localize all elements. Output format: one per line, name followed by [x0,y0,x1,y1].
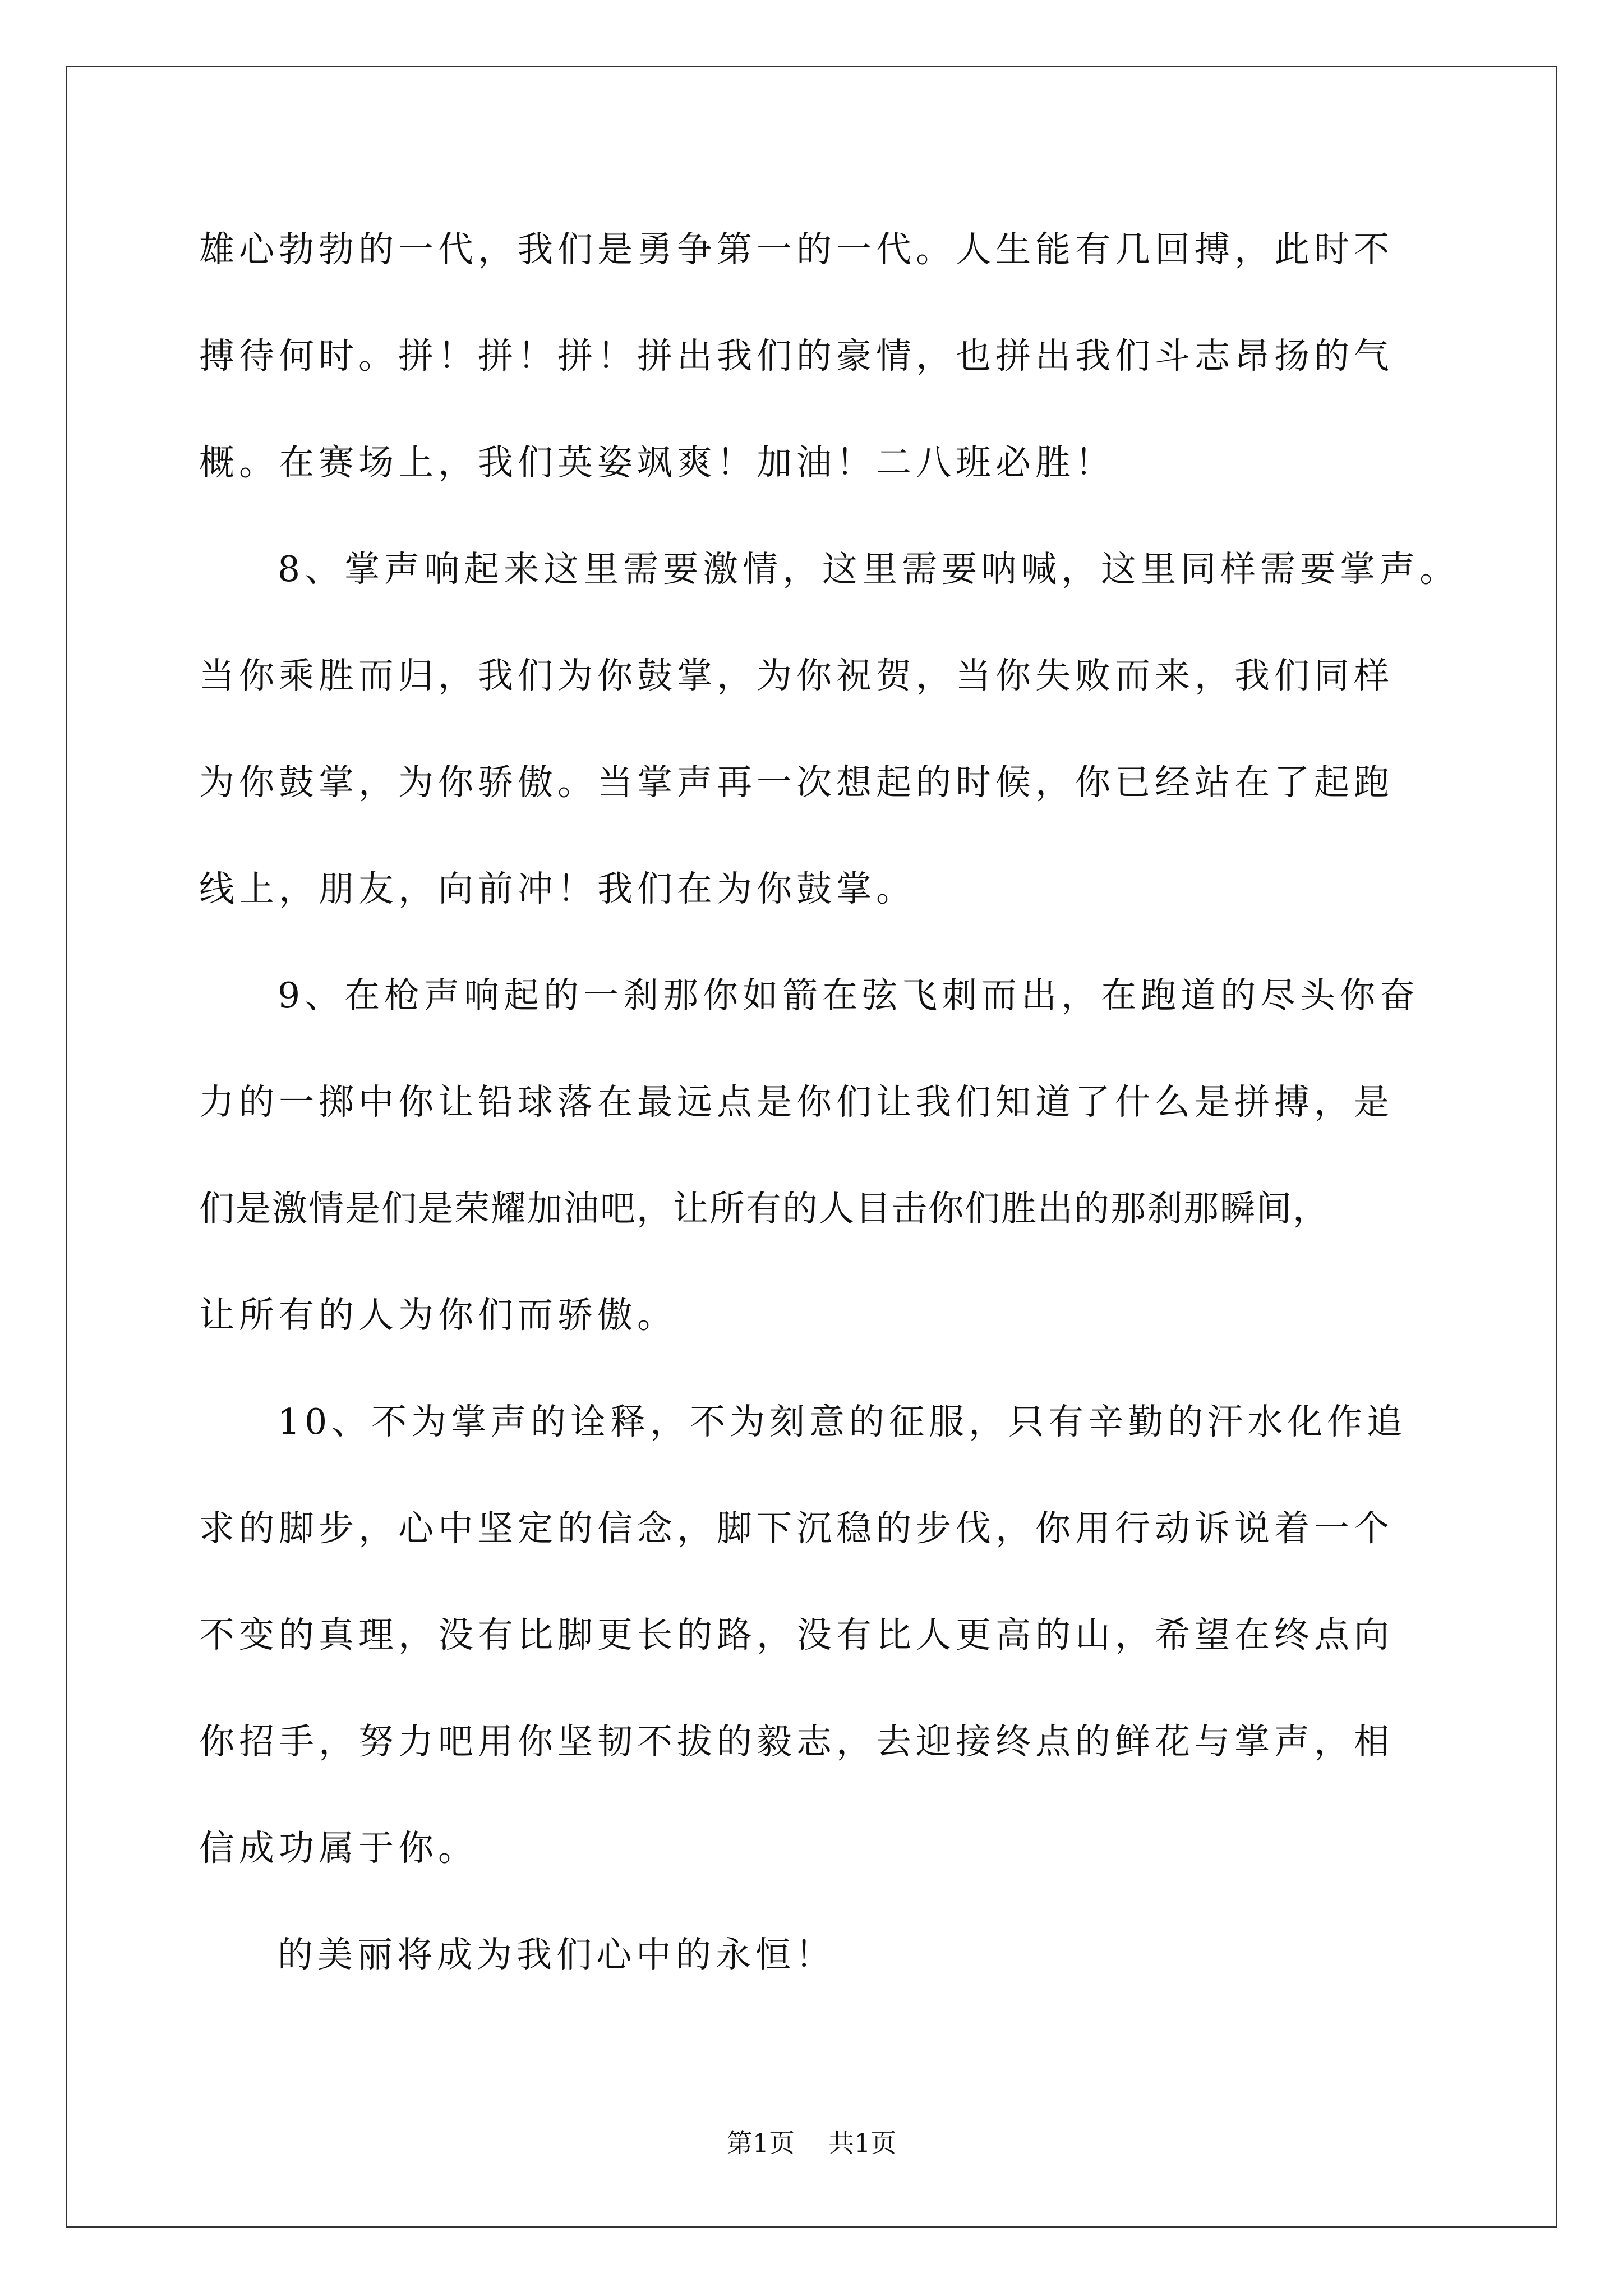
text-line: 当你乘胜而归，我们为你鼓掌，为你祝贺，当你失败而来，我们同样 [199,655,1394,696]
text-line: 为你鼓掌，为你骄傲。当掌声再一次想起的时候，你已经站在了起跑 [199,762,1394,803]
paragraph-closing: 的美丽将成为我们心中的永恒！ [278,1934,835,1975]
page-footer [0,2126,1623,2160]
text-line: 搏待何时。拼！拼！拼！拼出我们的豪情，也拼出我们斗志昂扬的气 [199,335,1394,376]
paragraph-8-start: 8、掌声响起来这里需要激情，这里需要呐喊，这里同样需要掌声。 [278,549,1460,590]
paragraph-9-start: 9、在枪声响起的一刹那你如箭在弦飞刺而出，在跑道的尽头你奋 [278,975,1420,1016]
text-line: 力的一掷中你让铅球落在最远点是你们让我们知道了什么是拼搏，是 [199,1082,1394,1122]
text-line: 们是激情是们是荣耀加油吧，让所有的人目击你们胜出的那刹那瞬间， [199,1188,1329,1229]
text-line: 信成功属于你。 [199,1828,478,1869]
text-line: 求的脚步，心中坚定的信念，脚下沉稳的步伐，你用行动诉说着一个 [199,1508,1394,1549]
paragraph-10-start: 10、不为掌声的诠释，不为刻意的征服，只有辛勤的汗水化作追 [278,1401,1407,1442]
page-number: 第1页 [726,2128,795,2158]
text-line: 雄心勃勃的一代，我们是勇争第一的一代。人生能有几回搏，此时不 [199,229,1394,270]
text-line: 概。在赛场上，我们英姿飒爽！加油！二八班必胜！ [199,442,1115,483]
text-line: 让所有的人为你们而骄傲。 [199,1295,677,1336]
text-line: 不变的真理，没有比脚更长的路，没有比人更高的山，希望在终点向 [199,1614,1394,1655]
page-border [66,66,1557,2228]
text-line: 你招手，努力吧用你坚韧不拔的毅志，去迎接终点的鲜花与掌声，相 [199,1721,1394,1762]
page-total: 共1页 [828,2128,897,2158]
text-line: 线上，朋友，向前冲！我们在为你鼓掌。 [199,868,916,909]
